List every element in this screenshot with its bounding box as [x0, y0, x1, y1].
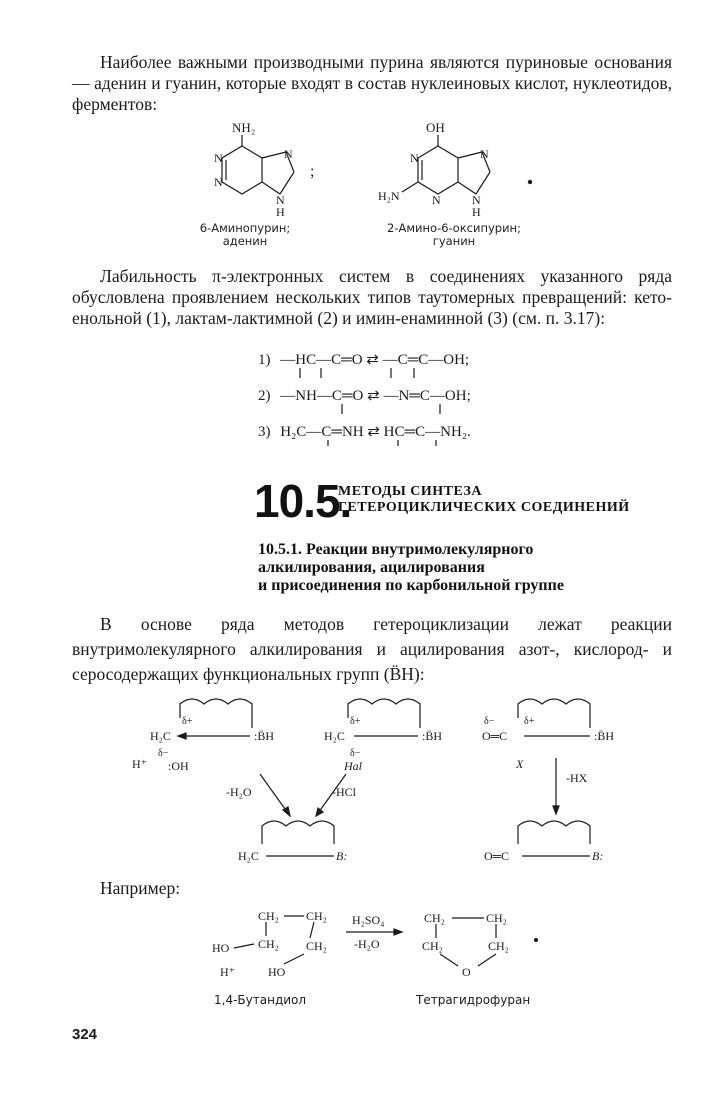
- thf-ch2-1: CH₂: [424, 911, 445, 925]
- adenine-n7: N: [284, 147, 293, 161]
- adenine-h: H: [276, 205, 285, 218]
- butanediol-ch2-1: CH₂: [258, 909, 279, 923]
- example-name-left: 1,4-Бутандиол: [214, 993, 307, 1007]
- adenine-nh2-label: NH₂: [232, 120, 256, 135]
- page-number: 324: [72, 1026, 98, 1043]
- guanine-bullet: [528, 180, 532, 184]
- reactant-alcohol: [132, 699, 274, 773]
- product-alkylated-h2c: H₂C: [238, 849, 259, 863]
- adenine-n1: N: [214, 151, 223, 165]
- butanediol-ch2-4: CH₂: [306, 939, 327, 953]
- butanediol-h-plus: H⁺: [220, 965, 235, 979]
- adenine-separator: ;: [310, 163, 315, 180]
- purine-structures: [180, 118, 560, 218]
- butanediol-ch2-2: CH₂: [306, 909, 327, 923]
- thf-o: O: [462, 965, 471, 979]
- reactant-halide-hal: Hal: [344, 759, 362, 773]
- adenine-caption-line2: аденин: [222, 234, 268, 248]
- reactant-acyl: [482, 699, 614, 771]
- product-acylated: [484, 821, 603, 863]
- butanediol-ho-bottom: HO: [268, 965, 286, 979]
- product-alkylated: [238, 821, 347, 863]
- equation-2-label: 2): [258, 388, 271, 404]
- equation-2-text: —NH—C═O ⇄ —N═C—OH;: [280, 388, 471, 404]
- adenine-caption: [190, 222, 300, 248]
- reactant-halide-delta-minus: δ−: [350, 748, 361, 759]
- guanine-n9: N: [472, 193, 481, 207]
- product-alkylated-b: B:: [336, 849, 348, 863]
- example-reaction: [200, 904, 560, 1014]
- cyclization-scheme: [120, 694, 640, 874]
- guanine-structure: [378, 120, 532, 218]
- thf-structure: [422, 911, 538, 979]
- reactant-acyl-x: X: [516, 757, 524, 771]
- subsection-title-line1: 10.5.1. Реакции внутримолекулярного: [258, 541, 534, 558]
- reactant-acyl-bh: :B̈H: [594, 729, 615, 743]
- thf-ch2-4: CH₂: [488, 939, 509, 953]
- subsection-title: [258, 541, 678, 595]
- subsection-title-line3: и присоединения по карбонильной группе: [258, 577, 564, 594]
- scheme-minus-hcl: -HCl: [332, 785, 356, 799]
- reactant-alcohol-delta-minus: δ−: [158, 748, 169, 759]
- reactant-halide: [324, 699, 442, 773]
- reactant-alcohol-h2c: H₂C: [150, 729, 171, 743]
- butanediol-ch2-3: CH₂: [258, 937, 279, 951]
- guanine-h: H: [472, 205, 481, 218]
- lability-paragraph: Лабильность π-электронных систем в соединениях указанного ряда обусловлена проявлением нескольких типов таутомерных превращений: кето-енольной (1), лактам-лактимной (2) и имин-енаминной (3) (см. п. 3.17):: [72, 266, 672, 328]
- butanediol-ho: HO: [212, 941, 230, 955]
- reactant-halide-bh: :B̈H: [422, 729, 443, 743]
- subsection-title-line2: алкилирования, ацилирования: [258, 559, 485, 576]
- reactant-alcohol-bh: :B̈H: [254, 729, 275, 743]
- equation-1-text: —HC—C═O ⇄ —C═C—OH;: [280, 352, 470, 368]
- equation-3-label: 3): [258, 424, 271, 440]
- reactant-alcohol-oh: :OH: [168, 759, 189, 773]
- reactant-halide-h2c: H₂C: [324, 729, 345, 743]
- section-title-line2: ГЕТЕРОЦИКЛИЧЕСКИХ СОЕДИНЕНИЙ: [338, 500, 630, 515]
- example-arrow: [346, 913, 402, 951]
- guanine-n1: N: [410, 151, 419, 165]
- thf-ch2-2: CH₂: [486, 911, 507, 925]
- guanine-n3: N: [432, 193, 441, 207]
- reactant-acyl-delta-minus: δ−: [484, 716, 495, 727]
- equation-1-label: 1): [258, 352, 271, 368]
- adenine-caption-line1: 6-Аминопурин;: [199, 221, 291, 235]
- guanine-n7: N: [480, 147, 489, 161]
- section-title-line1: МЕТОДЫ СИНТЕЗА: [338, 484, 483, 499]
- section-number: 10.5.: [254, 475, 352, 527]
- example-reagent-top: H₂SO₄: [352, 913, 385, 927]
- reactant-alcohol-proton: H⁺: [132, 757, 147, 771]
- section-title: [338, 484, 630, 516]
- example-reagent-bottom: -H₂O: [354, 937, 380, 951]
- guanine-caption-line2: гуанин: [432, 234, 476, 248]
- intro-paragraph: Наиболее важными производными пурина являются пуриновые основания — аденин и гуанин, которые входят в состав нуклеиновых кислот, нуклеотидов, ферментов:: [72, 52, 672, 114]
- scheme-minus-h2o: -H₂O: [226, 785, 252, 799]
- example-name-right: Тетрагидрофуран: [416, 993, 531, 1007]
- adenine-n9: N: [276, 193, 285, 207]
- guanine-h2n-label: H₂N: [378, 189, 400, 203]
- guanine-caption-line1: 2-Амино-6-оксипурин;: [387, 221, 521, 235]
- example-label: Например:: [100, 878, 181, 898]
- reactant-acyl-delta-plus: δ+: [524, 716, 535, 727]
- scheme-minus-hx: -HX: [566, 771, 588, 785]
- reactant-acyl-oc: O═C: [482, 729, 508, 743]
- basis-paragraph: В основе ряда методов гетероциклизации лежат реакции внутримолекулярного алкилирования и ацилирования азот-, кислород- и серосодержащих функциональных групп (B̈H):: [72, 614, 672, 684]
- butanediol-structure: [212, 909, 327, 979]
- reactant-halide-delta-plus: δ+: [350, 716, 361, 727]
- example-bullet: [534, 938, 538, 942]
- guanine-caption: [370, 222, 538, 248]
- reactant-alcohol-delta-plus: δ+: [182, 716, 193, 727]
- guanine-oh-label: OH: [426, 120, 445, 135]
- thf-ch2-3: CH₂: [422, 939, 443, 953]
- adenine-structure: [214, 120, 314, 218]
- adenine-n3: N: [214, 175, 223, 189]
- product-acylated-oc: O═C: [484, 849, 510, 863]
- equation-3-text: H₂C—C═NH ⇄ HC═C—NH₂.: [280, 424, 471, 440]
- equation-bond-ticks: [258, 366, 518, 446]
- product-acylated-b: B:: [592, 849, 604, 863]
